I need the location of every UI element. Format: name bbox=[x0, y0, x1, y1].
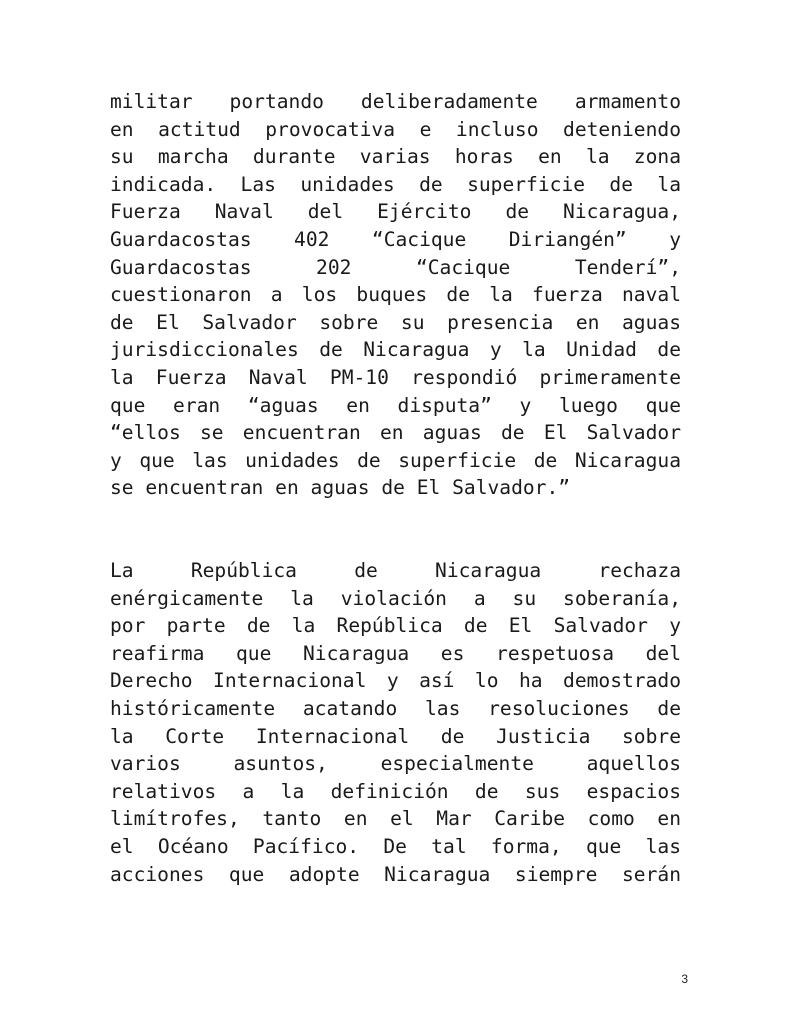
text-line: acciones que adopte Nicaragua siempre serán bbox=[110, 862, 681, 886]
text-line: Guardacostas 202 “Cacique Tenderí”, bbox=[110, 255, 681, 279]
text-line: el Océano Pacífico. De tal forma, que las bbox=[110, 834, 681, 858]
text-line: Guardacostas 402 “Cacique Diriangén” y bbox=[110, 227, 681, 251]
paragraph-1 bbox=[110, 88, 681, 502]
text-line: La República de Nicaragua rechaza bbox=[110, 559, 681, 582]
text-line: que eran “aguas en disputa” y luego que bbox=[110, 393, 681, 417]
text-line: limítrofes, tanto en el Mar Caribe como en bbox=[110, 807, 681, 831]
text-line: en actitud provocativa e incluso deteniendo bbox=[110, 117, 681, 141]
text-line: la Fuerza Naval PM-10 respondió primeramente bbox=[110, 365, 681, 389]
text-line: históricamente acatando las resoluciones de bbox=[110, 696, 681, 720]
text-line: de El Salvador sobre su presencia en aguas bbox=[110, 310, 681, 334]
text-line: y que las unidades de superficie de Nicaragua bbox=[110, 448, 681, 472]
text-line: cuestionaron a los buques de la fuerza naval bbox=[110, 283, 681, 307]
text-line: “ellos se encuentran en aguas de El Salvador bbox=[110, 421, 681, 445]
text-line: enérgicamente la violación a su soberanía, bbox=[110, 586, 681, 610]
text-line: jurisdiccionales de Nicaragua y la Unidad de bbox=[110, 338, 681, 362]
text-line: varios asuntos, especialmente aquellos bbox=[110, 752, 681, 776]
text-line: militar portando deliberadamente armamento bbox=[110, 90, 681, 113]
text-line: Fuerza Naval del Ejército de Nicaragua, bbox=[110, 200, 681, 224]
text-line: se encuentran en aguas de El Salvador.” bbox=[110, 476, 571, 500]
text-line: Derecho Internacional y así lo ha demostrado bbox=[110, 669, 681, 693]
text-line: la Corte Internacional de Justicia sobre bbox=[110, 724, 681, 748]
paragraph-2 bbox=[110, 557, 681, 888]
text-line: su marcha durante varias horas en la zona bbox=[110, 145, 681, 169]
page-number: 3 bbox=[681, 972, 688, 986]
text-line: reafirma que Nicaragua es respetuosa del bbox=[110, 641, 681, 665]
text-line: relativos a la definición de sus espacios bbox=[110, 779, 681, 803]
text-line: por parte de la República de El Salvador y bbox=[110, 614, 681, 638]
text-line: indicada. Las unidades de superficie de la bbox=[110, 172, 681, 196]
